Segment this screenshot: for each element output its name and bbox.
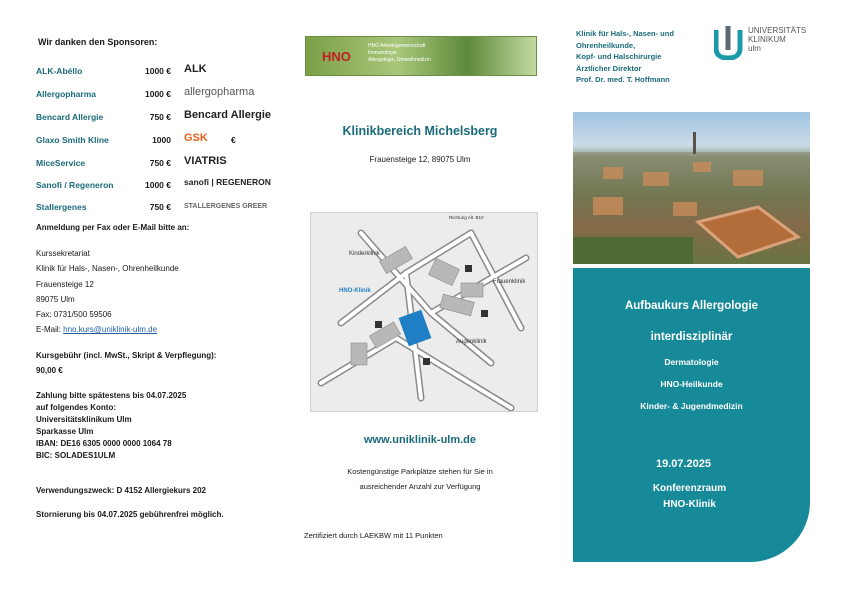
sponsor-row: [36, 132, 281, 150]
registration-street: Frauensteige 12: [36, 280, 94, 289]
logo-line3: ulm: [748, 44, 761, 53]
sponsor-amount: 750 €: [149, 202, 171, 212]
registration-office: Kurssekretariat: [36, 249, 90, 258]
cancellation: Stornierung bis 04.07.2025 gebührenfrei möglich.: [36, 510, 224, 519]
banner-hno: HNO: [322, 49, 351, 64]
course-date: 19.07.2025: [655, 458, 712, 470]
course-sub2: HNO-Heilkunde: [660, 379, 723, 389]
fee-heading: Kursgebühr (incl. MwSt., Skript & Verpflegung):: [36, 351, 217, 360]
sponsor-name: Allergopharma: [36, 89, 96, 99]
location-address: Frauensteige 12, 89075 Ulm: [369, 155, 471, 164]
header-line3: Kopf- und Halschirurgie: [576, 52, 662, 61]
certification: Zertifiziert durch LAEKBW mit 11 Punkten: [304, 531, 443, 540]
sponsor-name: Glaxo Smith Kline: [36, 135, 109, 145]
sponsor-row: [36, 86, 281, 104]
website[interactable]: [300, 434, 540, 446]
registration-clinic: Klinik für Hals-, Nasen-, Ohrenheilkunde: [36, 264, 179, 273]
email-link[interactable]: hno.kurs@uniklinik-ulm.de: [63, 325, 158, 334]
sponsor-row: [36, 63, 281, 81]
u-logo-icon: [714, 26, 744, 60]
sponsor-amount: 750 €: [149, 112, 171, 122]
banner-text: [368, 43, 431, 64]
course-sub1: Dermatologie: [664, 357, 719, 367]
logo-line2: KLINIKUM: [748, 35, 786, 44]
payment-iban: IBAN: DE16 6305 0000 0000 1064 78: [36, 439, 172, 448]
sponsor-name: ALK-Abéllo: [36, 66, 83, 76]
logo-line1: UNIVERSITÄTS: [748, 26, 807, 35]
sponsor-logo: ALK: [184, 63, 207, 75]
sponsor-row: [36, 155, 281, 173]
university-logo: [714, 26, 814, 62]
sponsors-title: Wir danken den Sponsoren:: [38, 37, 158, 47]
course-sub3: Kinder- & Jugendmedizin: [640, 401, 743, 411]
sponsor-row: [36, 109, 281, 127]
sponsor-name: Stallergenes: [36, 202, 87, 212]
sponsor-row: [36, 199, 281, 217]
map-label-kinderklinik: Kinderklinik: [349, 251, 380, 257]
city-aerial-photo: [573, 112, 810, 264]
registration-email-row: [36, 324, 157, 336]
header-line2: Ohrenheilkunde,: [576, 40, 636, 50]
sponsor-logo: sanofi | REGENERON: [184, 177, 271, 187]
sponsor-amount: 1000 €: [145, 66, 171, 76]
map-label-hno: HNO-Klinik: [339, 288, 371, 294]
sponsor-logo: GSK: [184, 132, 208, 144]
logo-text: [748, 26, 806, 53]
sponsor-logo: VIATRIS: [184, 155, 227, 167]
sponsor-name: Sanofi / Regeneron: [36, 180, 114, 190]
hno-banner: [305, 36, 537, 76]
map-label-frauenklinik: Frauenklinik: [493, 279, 526, 285]
parking-line1: Kostengünstige Parkplätze stehen für Sie in: [347, 467, 493, 476]
sponsor-amount: 1000 €: [145, 89, 171, 99]
sponsor-currency: €: [231, 135, 236, 145]
course-room1: Konferenzraum: [652, 483, 727, 494]
sponsor-amount: 750 €: [149, 158, 171, 168]
sponsor-name: MiceService: [36, 158, 86, 168]
sponsor-amount: 1000 €: [145, 180, 171, 190]
sponsor-amount: 1000: [152, 135, 171, 145]
payment-bic: BIC: SOLADES1ULM: [36, 451, 116, 460]
payment-block: [36, 390, 186, 462]
payment-line4: Sparkasse Ulm: [36, 427, 94, 436]
header-line4: Ärztlicher Direktor: [576, 63, 642, 73]
course-panel: [573, 268, 810, 562]
map-graphic: [311, 213, 538, 412]
sponsor-name: Bencard Allergie: [36, 112, 104, 122]
payment-line3: Universitätsklinikum Ulm: [36, 415, 132, 424]
registration-city: 89075 Ulm: [36, 295, 75, 304]
parking-line2: ausreichender Anzahl zur Verfügung: [359, 482, 481, 491]
sponsor-row: [36, 177, 281, 195]
banner-sub3: Allergologie, Umweltmedizin: [368, 57, 431, 63]
course-title1: Aufbaukurs Allergologie: [624, 300, 759, 312]
fee-amount: 90,00 €: [36, 366, 63, 375]
photo-graphic: [573, 112, 810, 264]
registration-fax: Fax: 0731/500 59506: [36, 310, 112, 319]
course-room2: HNO-Klinik: [663, 499, 716, 510]
header-line1: Klinik für Hals-, Nasen- und: [576, 29, 674, 38]
payment-line1: Zahlung bitte spätestens bis 04.07.2025: [36, 391, 187, 400]
clinic-header: [576, 28, 674, 86]
map-label-augenklinik: Augenklinik: [456, 339, 487, 345]
map-label-direction: Richtung Alt. B10: [449, 215, 484, 220]
registration-heading: Anmeldung per Fax oder E-Mail bitte an:: [36, 223, 190, 232]
sponsor-logo: Bencard Allergie: [184, 109, 272, 121]
course-title2: interdisziplinär: [650, 331, 733, 343]
location-map[interactable]: [310, 212, 538, 412]
purpose: Verwendungszweck: D 4152 Allergiekurs 202: [36, 486, 207, 495]
header-line5: Prof. Dr. med. T. Hoffmann: [576, 75, 670, 84]
sponsor-logo: STALLERGENES GREER: [184, 203, 268, 210]
banner-sub2: Immunologie: [368, 50, 397, 56]
email-label: E-Mail:: [36, 325, 64, 334]
banner-sub1: HNO Arbeitsgemeinschaft: [368, 43, 426, 49]
sponsor-logo: allergopharma: [184, 86, 255, 98]
website-text: www.uniklinik-ulm.de: [363, 434, 477, 446]
parking-info: [300, 464, 540, 494]
payment-line2: auf folgendes Konto:: [36, 403, 116, 412]
location-title: Klinikbereich Michelsberg: [342, 124, 498, 138]
